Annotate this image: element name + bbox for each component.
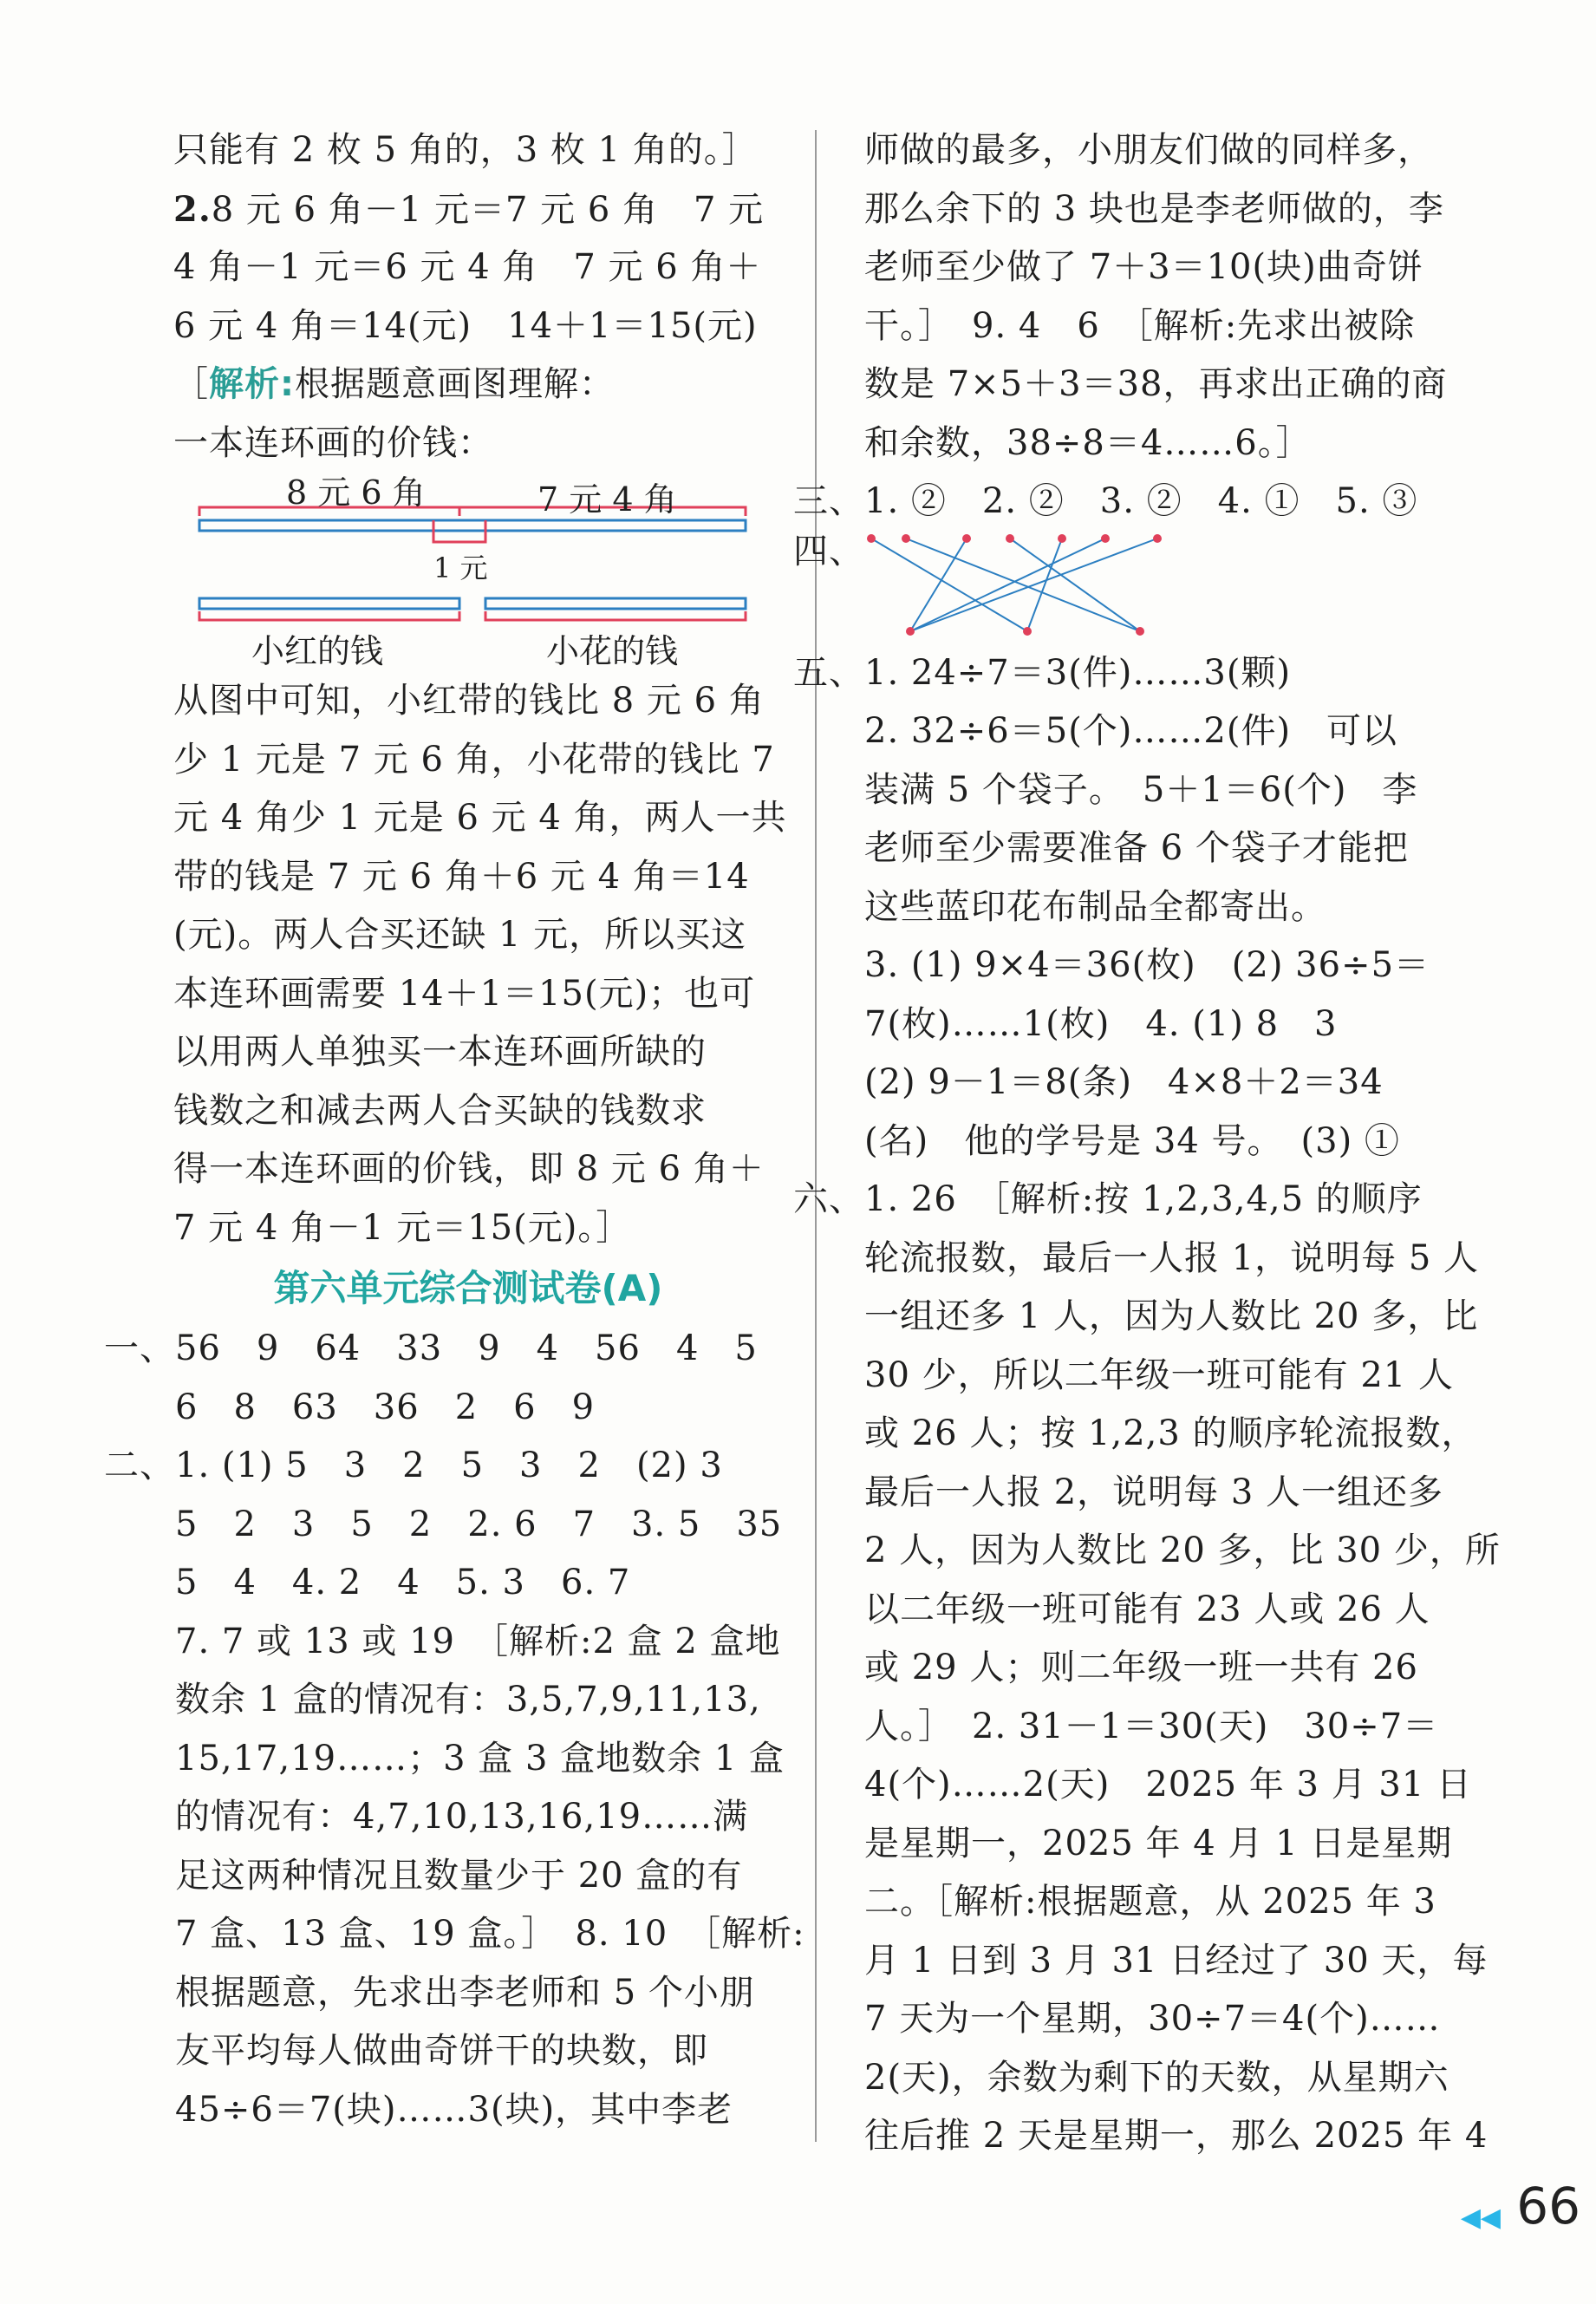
text-line: 钱数之和减去两人合买缺的钱数求 [173, 1090, 707, 1131]
text-line: 7 元 4 角－1 元＝15(元)。］ [173, 1207, 632, 1248]
text-line: 这些蓝印花布制品全都寄出。 [793, 886, 1326, 927]
matching-diagram [793, 532, 1469, 644]
text-line: 二。［解析:根据题意，从 2025 年 3 [793, 1882, 1436, 1922]
text-line: 4 角－1 元＝6 元 4 角 7 元 6 角＋ [173, 247, 762, 287]
text-line: 或 29 人；则二年级一班一共有 26 [793, 1648, 1418, 1687]
text-line [173, 180, 789, 239]
label-1-yuan: 1 元 [433, 552, 488, 584]
answers-block [104, 1320, 805, 2139]
text-line: 7(枚)……1(枚) 4. (1) 8 3 [793, 1003, 1338, 1044]
text-line: 以二年级一班可能有 23 人或 26 人 [793, 1589, 1430, 1629]
analysis-label: 解析: [209, 364, 295, 404]
question-number: 2. [173, 188, 212, 230]
text-line: 45÷6＝7(块)……3(块)，其中李老 [104, 2089, 733, 2130]
text-line: 那么余下的 3 块也是李老师做的，李 [793, 188, 1444, 229]
text-line: ［解析:根据题意画图理解： [173, 364, 615, 404]
text-line: (元)。两人合买还缺 1 元，所以买这 [173, 915, 747, 955]
text-line: 本连环画需要 14＋1＝15(元)；也可 [173, 973, 756, 1014]
text-line: 装满 5 个袋子。 5＋1＝6(个) 李 [793, 769, 1418, 810]
prev-arrows-icon: ◀◀ [1460, 2203, 1501, 2233]
text-line: 月 1 日到 3 月 31 日经过了 30 天，每 [793, 1940, 1489, 1981]
text-line: 或 26 人；按 1,2,3 的顺序轮流报数， [793, 1413, 1477, 1453]
text-line: 30 少，所以二年级一班可能有 21 人 [793, 1354, 1454, 1395]
text-span: 8 元 6 角－1 元＝7 元 6 角 7 元 [211, 189, 765, 230]
label-xiaohong-money: 小红的钱 [251, 632, 384, 670]
text-line: 老师至少做了 7＋3＝10(块)曲奇饼 [793, 247, 1423, 287]
text-line: 干。］ 9. 4 6 ［解析:先求出被除 [793, 305, 1416, 346]
text-line: 一组还多 1 人，因为人数比 20 多，比 [793, 1296, 1479, 1336]
text-line: 人。］ 2. 31－1＝30(天) 30÷7＝ [793, 1706, 1439, 1746]
text-line: 5 2 3 5 2 2. 6 7 3. 5 35 [104, 1504, 783, 1544]
label-xiaohua-money: 小花的钱 [546, 632, 679, 670]
text-line: (名) 他的学号是 34 号。 (3) ① [793, 1120, 1400, 1161]
text-line: 足这两种情况且数量少于 20 盒的有 [104, 1855, 743, 1896]
text-line: 的情况有：4,7,10,13,16,19……满 [104, 1797, 749, 1837]
text-line: 二、1. (1) 5 3 2 5 3 2 (2) 3 [104, 1446, 723, 1485]
text-line: 元 4 角少 1 元是 6 元 4 角，两人一共 [173, 798, 787, 838]
text-line: 和余数，38÷8＝4……6。］ [793, 422, 1312, 463]
money-diagram [173, 473, 789, 672]
text-line: 6 元 4 角＝14(元) 14＋1＝15(元) [173, 305, 758, 346]
text-line: 轮流报数，最后一人报 1，说明每 5 人 [793, 1237, 1480, 1278]
text-line: 7 天为一个星期，30÷7＝4(个)…… [793, 1999, 1441, 2039]
text-line: 根据题意，先求出李老师和 5 个小朋 [104, 1972, 755, 2013]
text-line: 2(天)，余数为剩下的天数，从星期六 [793, 2057, 1449, 2098]
text-line: 三、1. ② 2. ② 3. ② 4. ① 5. ③ [793, 481, 1418, 521]
text-line: 少 1 元是 7 元 6 角，小花带的钱比 7 [173, 739, 775, 780]
text-line: 7. 7 或 13 或 19 ［解析:2 盒 2 盒地 [104, 1621, 781, 1661]
text-line: 以用两人单独买一本连环画所缺的 [173, 1032, 707, 1072]
text-line: 往后推 2 天是星期一，那么 2025 年 4 [793, 2116, 1489, 2156]
text-line: (2) 9－1＝8(条) 4×8＋2＝34 [793, 1062, 1384, 1102]
text-line: 7 盒、13 盒、19 盒。］ 8. 10 ［解析: [104, 1914, 805, 1954]
text-line: 带的钱是 7 元 6 角＋6 元 4 角＝14 [173, 856, 750, 897]
label-7-yuan-4-jiao: 7 元 4 角 [537, 480, 677, 519]
text-line: 一本连环画的价钱： [173, 422, 493, 463]
text-span: 根据题意画图理解： [295, 364, 615, 404]
text-line: 2 人，因为人数比 20 多，比 30 少，所 [793, 1531, 1501, 1570]
text-line: 只能有 2 枚 5 角的，3 枚 1 角的。］ [173, 130, 758, 170]
text-line: 数是 7×5＋3＝38，再求出正确的商 [793, 364, 1448, 404]
text-line: 4(个)……2(天) 2025 年 3 月 31 日 [793, 1765, 1473, 1805]
section-heading: 第六单元综合测试卷(A) [273, 1267, 663, 1309]
text-line: 得一本连环画的价钱，即 8 元 6 角＋ [173, 1149, 765, 1189]
page-number: 66 [1516, 2177, 1580, 2235]
section-label: 四、 [793, 531, 864, 571]
text-line: 3. (1) 9×4＝36(枚) (2) 36÷5＝ [793, 945, 1430, 985]
text-line: 一、56 9 64 33 9 4 56 4 5 [104, 1328, 758, 1368]
text-line: 五、1. 24÷7＝3(件)……3(颗) [793, 652, 1292, 693]
text-line: 从图中可知，小红带的钱比 8 元 6 角 [173, 681, 765, 721]
text-line: 2. 32÷6＝5(个)……2(件) 可以 [793, 711, 1398, 751]
text-line: 老师至少需要准备 6 个袋子才能把 [793, 828, 1409, 868]
matching-lines-svg [793, 532, 1469, 644]
text-line: 六、1. 26 ［解析:按 1,2,3,4,5 的顺序 [793, 1179, 1423, 1219]
text-line: 数余 1 盒的情况有：3,5,7,9,11,13, [104, 1680, 761, 1720]
text-line: 6 8 63 36 2 6 9 [104, 1387, 596, 1427]
right-column [793, 121, 1501, 2166]
text-line: 友平均每人做曲奇饼干的块数，即 [104, 2031, 708, 2071]
label-8-yuan-6-jiao: 8 元 6 角 [286, 473, 426, 512]
text-line: 5 4 4. 2 4 5. 3 6. 7 [104, 1563, 631, 1602]
text-line: 15,17,19……；3 盒 3 盒地数余 1 盒 [104, 1738, 785, 1779]
left-column [104, 121, 805, 2139]
text-line: 最后一人报 2，说明每 3 人一组还多 [793, 1472, 1444, 1512]
text-line: 是星期一，2025 年 4 月 1 日是星期 [793, 1823, 1453, 1863]
text-line: 师做的最多，小朋友们做的同样多， [793, 130, 1433, 170]
